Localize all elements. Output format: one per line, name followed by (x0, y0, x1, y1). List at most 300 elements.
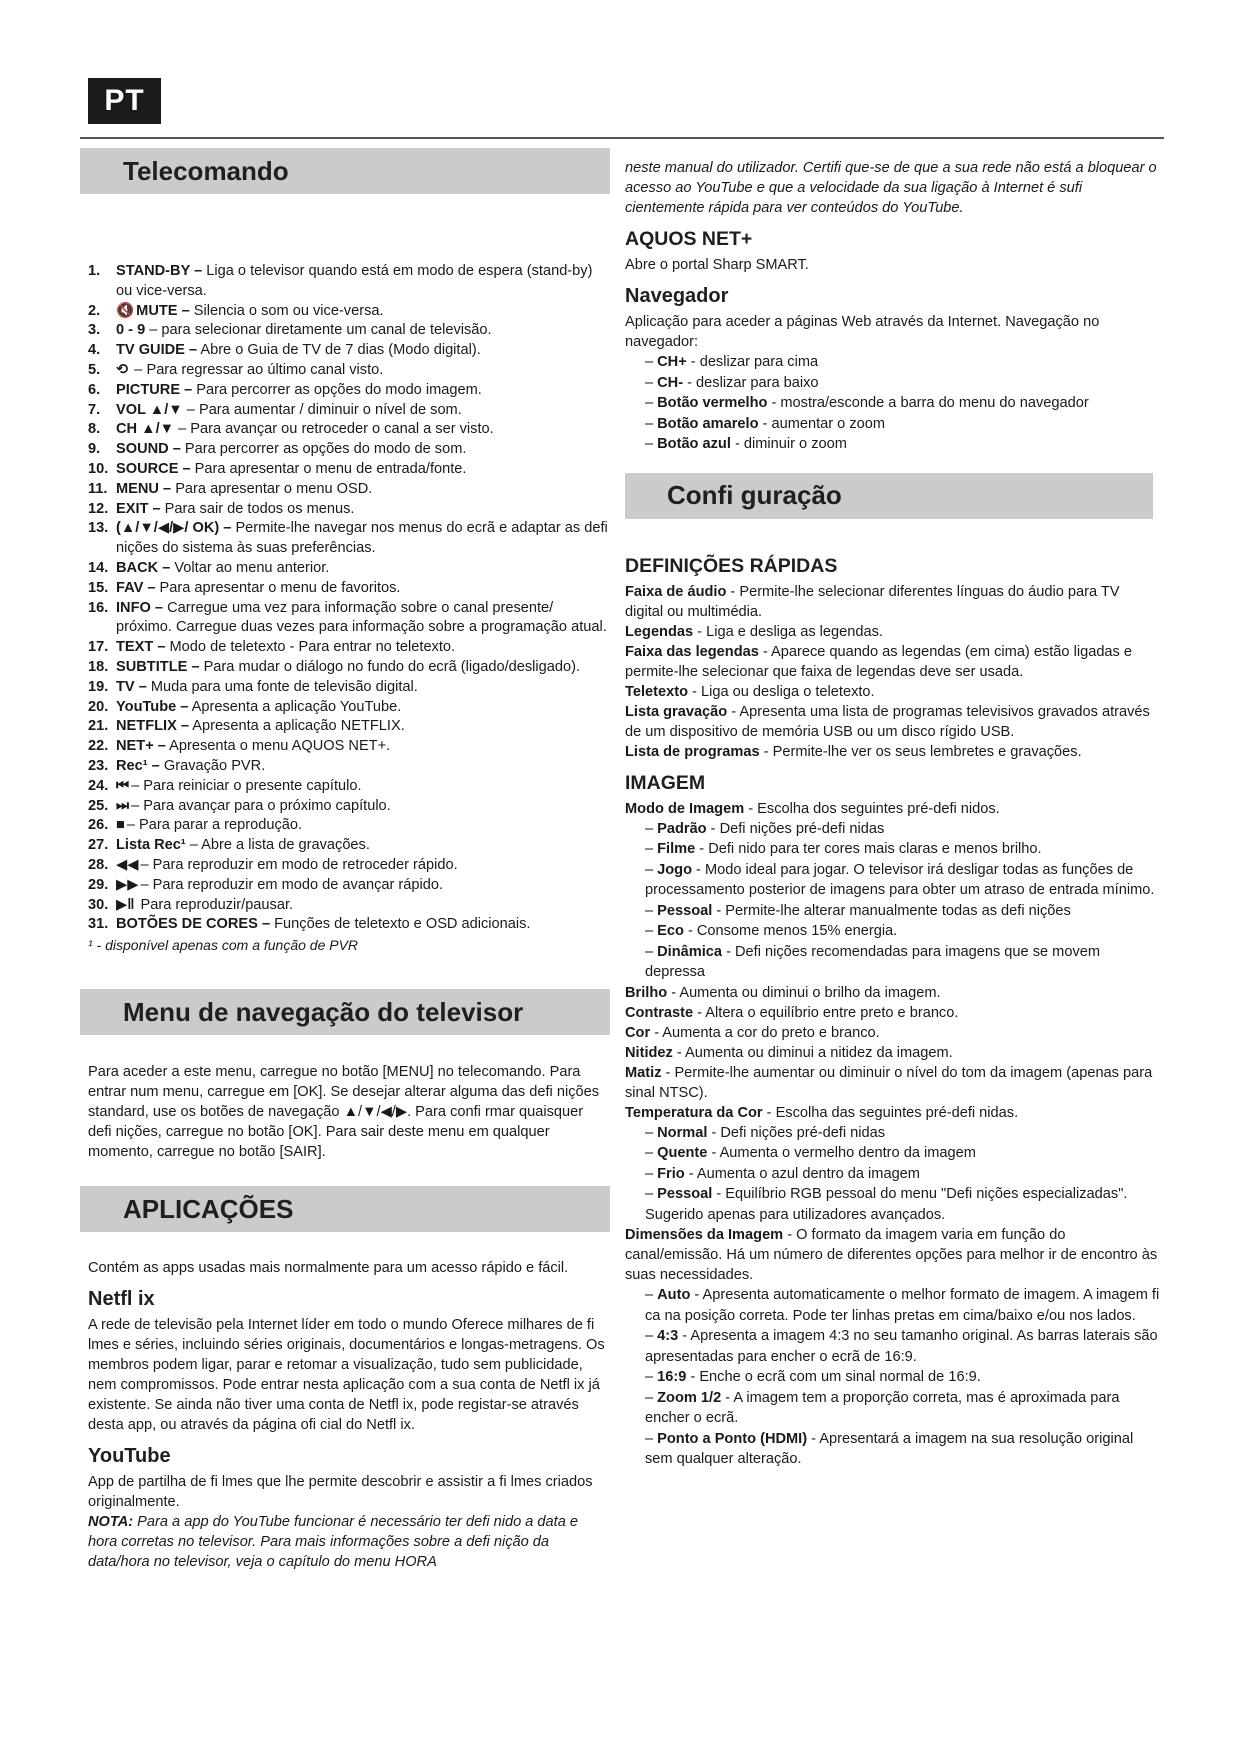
remote-item-number: 18. (88, 658, 109, 675)
remote-item-description: Gravação PVR. (159, 757, 266, 774)
remote-item-text (116, 500, 610, 520)
setting-label: Faixa das legendas (625, 643, 759, 660)
dash-item-label: Botão azul (657, 436, 731, 452)
navegador-list (625, 352, 1160, 455)
remote-item (88, 737, 610, 757)
netflix-title: Netfl ix (88, 1288, 155, 1311)
dash-item (645, 1123, 1160, 1144)
remote-item-description: – Para parar a reprodução. (126, 817, 303, 834)
menu-nav-text: Para aceder a este menu, carregue no botão [MENU] no telecomando. Para entrar num menu, carregue em [OK]. Se desejar alterar alguma das defi nições standard, use os botões de navegação ▲/▼/◀/▶. Para confi rmar quaisquer defi nições, carregue no botão [OK]. Para sair deste menu em qualquer momento, carregue no botão [SAIR]. (88, 1064, 600, 1161)
setting-label: Cor (625, 1024, 651, 1041)
dash-item-label: Filme (657, 841, 696, 857)
telecomando-header: Telecomando (80, 148, 610, 194)
dash-marker: – (645, 861, 654, 878)
dash-item-text: - Apresenta automaticamente o melhor formato de imagem. A imagem fi ca na posição correta. Pode ter linhas pretas em cima/baixo e/ou nos lados. (645, 1287, 1160, 1324)
setting-text: - Altera o equilíbrio entre preto e branco. (693, 1004, 959, 1021)
dash-marker: – (645, 902, 654, 919)
temperatura-label: Temperatura da Cor (625, 1104, 763, 1121)
remote-item-text (116, 797, 610, 817)
remote-item (88, 915, 610, 935)
dash-item (645, 1184, 1160, 1225)
setting-text: - Aumenta ou diminui o brilho da imagem. (667, 984, 941, 1001)
language-badge: PT (88, 78, 161, 124)
remote-item (88, 678, 610, 698)
remote-item-description: Para sair de todos os menus. (160, 500, 355, 517)
configuracao-header: Confi guração (625, 473, 1153, 519)
dash-item-text: - Modo ideal para jogar. O televisor irá desligar todas as funções de processamento posterior de imagens para obter um atraso de entrada mínimo. (645, 861, 1155, 898)
mute-icon: 🔇 (116, 302, 135, 319)
setting-entry (625, 682, 1160, 702)
remote-item-number: 12. (88, 500, 109, 517)
dash-item (645, 1285, 1160, 1326)
remote-item (88, 500, 610, 520)
dash-item (645, 1429, 1160, 1470)
remote-item-number: 23. (88, 757, 109, 774)
setting-text: - Permite-lhe selecionar diferentes línguas do áudio para TV digital ou multimédia. (625, 583, 1120, 620)
remote-item (88, 658, 610, 678)
remote-item-key: Lista Rec¹ (116, 837, 186, 854)
setting-text: - Aumenta a cor do preto e branco. (650, 1024, 880, 1041)
remote-item-number: 26. (88, 817, 109, 834)
remote-item-number: 15. (88, 579, 109, 596)
remote-item-text (116, 777, 610, 797)
remote-item (88, 757, 610, 777)
dash-item-label: Zoom 1/2 (657, 1389, 722, 1406)
remote-item-number: 30. (88, 896, 109, 913)
rewind-icon: ◀◀ (116, 856, 139, 873)
dash-item (645, 414, 1160, 435)
pvr-footnote: ¹ - disponível apenas com a função de PVR (88, 937, 359, 954)
remote-item (88, 321, 610, 341)
remote-item (88, 401, 610, 421)
dash-item-text: - deslizar para baixo (683, 374, 819, 391)
setting-entry (625, 702, 1160, 742)
setting-label: Lista gravação (625, 703, 728, 720)
remote-item-text (116, 559, 610, 579)
remote-item-number: 2. (88, 302, 101, 319)
remote-item-key: SOURCE – (116, 460, 191, 477)
remote-item (88, 777, 610, 797)
dash-marker: – (645, 1145, 654, 1161)
dash-item-label: 4:3 (657, 1328, 679, 1344)
remote-item-number: 7. (88, 401, 101, 418)
modo-imagem-text: - Escolha dos seguintes pré-defi nidos. (744, 800, 1000, 817)
remote-item-key: TV – (116, 678, 147, 695)
left-column (80, 148, 610, 1572)
dash-marker: – (645, 923, 654, 939)
remote-item-text (116, 321, 610, 341)
setting-text: - Liga ou desliga o teletexto. (688, 683, 875, 700)
remote-item-text (116, 638, 610, 658)
dash-item-text: - mostra/esconde a barra do menu do navegador (767, 395, 1089, 411)
dash-item-label: Normal (657, 1124, 708, 1141)
remote-item-text (116, 341, 610, 361)
return-icon: ⟲ (116, 361, 129, 378)
remote-item-number: 17. (88, 639, 109, 656)
next-chapter-icon: ⏭ (116, 797, 130, 814)
remote-item (88, 579, 610, 599)
remote-item-description: Liga o televisor quando está em modo de espera (stand-by) ou vice-versa. (116, 263, 593, 299)
setting-entry (625, 742, 1160, 762)
dash-item (645, 373, 1160, 394)
remote-item-number: 10. (88, 460, 109, 477)
dash-item-text: - Apresentará a imagem na sua resolução original sem qualquer alteração. (645, 1430, 1134, 1467)
remote-item (88, 856, 610, 876)
remote-item-number: 1. (88, 263, 101, 279)
remote-item-description: Para percorrer as opções do modo de som. (180, 441, 467, 458)
setting-label: Nitidez (625, 1044, 673, 1061)
dash-item-text: - A imagem tem a proporção correta, mas é aproximada para encher o ecrã. (645, 1389, 1120, 1426)
dimensoes-text: - O formato da imagem varia em função do canal/emissão. Há um número de diferentes opções para melhor ir de encontro às suas necessidades. (625, 1227, 1158, 1283)
dash-marker: – (645, 415, 654, 432)
remote-item-description: Para reproduzir/pausar. (136, 896, 294, 913)
fast-forward-icon: ▶▶ (116, 876, 139, 893)
dash-marker: – (645, 1186, 654, 1202)
remote-item (88, 717, 610, 737)
setting-label: Brilho (625, 984, 668, 1001)
dash-marker: – (645, 1430, 654, 1447)
remote-item-description: Para apresentar o menu OSD. (171, 480, 373, 497)
dash-item-label: Padrão (657, 820, 707, 837)
remote-item (88, 896, 610, 916)
dash-item (645, 1143, 1160, 1164)
remote-item-description: – Para avançar para o próximo capítulo. (131, 797, 391, 814)
remote-item-description: Para apresentar o menu de favoritos. (155, 579, 401, 596)
remote-item-description: Voltar ao menu anterior. (170, 559, 330, 576)
remote-item-number: 13. (88, 520, 109, 537)
remote-item-description: Para apresentar o menu de entrada/fonte. (190, 460, 467, 477)
remote-item-description: Silencia o som ou vice-versa. (189, 302, 384, 319)
remote-item-text (116, 401, 610, 421)
setting-text: - Aparece quando as legendas (em cima) estão ligadas e permite-lhe selecionar que faixa de legendas deve ser usada. (625, 643, 1133, 680)
dash-item-label: Quente (657, 1145, 708, 1161)
dash-item (645, 942, 1160, 983)
remote-item-description: – Para reiniciar o presente capítulo. (131, 777, 362, 794)
setting-entry (625, 582, 1160, 622)
remote-item (88, 341, 610, 361)
dash-item-label: Eco (657, 923, 684, 939)
dash-item-label: Frio (657, 1165, 685, 1182)
remote-item-number: 24. (88, 777, 109, 794)
remote-item (88, 440, 610, 460)
remote-item-description: Funções de teletexto e OSD adicionais. (270, 916, 531, 933)
remote-item-description: Para mudar o diálogo no fundo do ecrã (ligado/desligado). (199, 658, 581, 675)
remote-item (88, 519, 610, 559)
dash-marker: – (645, 943, 654, 960)
remote-item-description: – Para reproduzir em modo de retroceder rápido. (140, 856, 458, 873)
dash-item (645, 1367, 1160, 1388)
dash-item-text: - Aumenta o vermelho dentro da imagem (707, 1145, 976, 1161)
remote-item-number: 19. (88, 678, 109, 695)
dash-item (645, 434, 1160, 455)
remote-item-number: 21. (88, 718, 109, 735)
remote-item-description: Apresenta o menu AQUOS NET+. (165, 738, 391, 755)
modo-imagem-list (625, 819, 1160, 983)
setting-entry (625, 1063, 1160, 1103)
remote-item-key: NETFLIX – (116, 718, 189, 735)
setting-entry (625, 642, 1160, 682)
setting-text: - Liga e desliga as legendas. (693, 623, 883, 640)
dash-item-label: Botão amarelo (657, 415, 759, 432)
remote-item-description: – Para regressar ao último canal visto. (130, 361, 384, 378)
remote-item-key: SUBTITLE – (116, 658, 200, 675)
note-label: NOTA: (88, 1514, 134, 1531)
remote-item (88, 381, 610, 401)
dash-marker: – (645, 395, 654, 411)
setting-text: - Apresenta uma lista de programas televisivos gravados através de um dispositivo de memória USB ou um disco rígido USB. (625, 703, 1150, 740)
remote-item-text (116, 480, 610, 500)
remote-item-text (116, 302, 610, 322)
dash-item (645, 819, 1160, 840)
remote-item-number: 29. (88, 876, 109, 893)
aplicacoes-header: APLICAÇÕES (80, 1186, 610, 1232)
note-text: Para a app do YouTube funcionar é necessário ter defi nido a data e hora corretas no televisor. Para mais informações sobre a defi nição da data/hora no televisor, veja o capítulo do menu HORA (88, 1514, 579, 1571)
remote-item-text (116, 361, 610, 381)
remote-item-description: – Para reproduzir em modo de avançar rápido. (140, 876, 444, 893)
remote-item-key: CH ▲/▼ (116, 421, 175, 438)
remote-item-description: Permite-lhe navegar nos menus do ecrã e adaptar as defi nições do sistema às suas preferências. (116, 520, 608, 557)
remote-item (88, 480, 610, 500)
remote-item-number: 5. (88, 361, 101, 378)
remote-item-number: 16. (88, 599, 109, 616)
dash-item-text: - deslizar para cima (686, 354, 819, 370)
prev-chapter-icon: ⏮ (116, 777, 130, 794)
remote-item (88, 836, 610, 856)
remote-item (88, 420, 610, 440)
remote-item (88, 797, 610, 817)
youtube-title: YouTube (88, 1445, 171, 1468)
remote-item-number: 31. (88, 916, 109, 933)
dash-marker: – (645, 1165, 654, 1182)
remote-item-key: TEXT – (116, 639, 166, 656)
remote-item-description: – Para avançar ou retroceder o canal a ser visto. (174, 421, 494, 438)
temperatura-cor (625, 1103, 1160, 1123)
setting-text: - Permite-lhe ver os seus lembretes e gravações. (759, 743, 1082, 760)
remote-item-key: 0 - 9 (116, 322, 146, 339)
dash-item-text: - Defi nido para ter cores mais claras e menos brilho. (695, 841, 1042, 857)
dash-marker: – (645, 841, 654, 857)
remote-item-key: BACK – (116, 559, 171, 576)
remote-item-key: MUTE – (136, 302, 190, 319)
dash-marker: – (645, 1124, 654, 1141)
remote-item-key: EXIT – (116, 500, 161, 517)
dash-item-text: - Apresenta a imagem 4:3 no seu tamanho original. As barras laterais são apresentadas para encher o ecrã de 16:9. (645, 1328, 1158, 1365)
remote-item-number: 4. (88, 342, 101, 359)
setting-text: - Permite-lhe aumentar ou diminuir o nível do tom da imagem (apenas para sinal NTSC). (625, 1064, 1153, 1101)
dimensoes-imagem (625, 1225, 1160, 1285)
dash-item (645, 1388, 1160, 1429)
imagem-params-list (625, 983, 1160, 1103)
remote-item-text (116, 757, 610, 777)
remote-item (88, 262, 610, 302)
youtube-text: App de partilha de fi lmes que lhe permite descobrir e assistir a fi lmes criados originalmente. (88, 1474, 593, 1511)
dash-item-text: - Consome menos 15% energia. (683, 923, 898, 939)
imagem-title: IMAGEM (625, 771, 706, 794)
dash-item-label: CH+ (657, 354, 687, 370)
remote-item (88, 559, 610, 579)
setting-label: Lista de programas (625, 743, 760, 760)
dash-marker: – (645, 1389, 654, 1406)
remote-item-text (116, 381, 610, 401)
remote-item-key: BOTÕES DE CORES – (116, 916, 271, 933)
remote-item-text (116, 717, 610, 737)
remote-item-description: – Abre a lista de gravações. (185, 837, 370, 854)
modo-imagem-label: Modo de Imagem (625, 800, 745, 817)
setting-label: Teletexto (625, 683, 688, 700)
remote-item-text (116, 519, 610, 559)
dash-item-text: - Defi nições recomendadas para imagens que se movem depressa (645, 943, 1101, 980)
remote-item-text (116, 896, 610, 916)
setting-label: Faixa de áudio (625, 583, 727, 600)
temperatura-list (625, 1123, 1160, 1226)
remote-item-number: 9. (88, 441, 101, 458)
remote-item-text (116, 816, 610, 836)
dash-item-text: - Permite-lhe alterar manualmente todas as defi nições (712, 902, 1071, 919)
remote-item-text (116, 836, 610, 856)
dash-item (645, 839, 1160, 860)
remote-item-text (116, 737, 610, 757)
dash-marker: – (645, 436, 654, 452)
dash-marker: – (645, 1328, 654, 1344)
remote-item-text (116, 856, 610, 876)
remote-item-text (116, 460, 610, 480)
remote-item (88, 302, 610, 322)
remote-item-number: 28. (88, 856, 109, 873)
remote-item-description: – para selecionar diretamente um canal de televisão. (145, 322, 492, 339)
remote-item-text (116, 440, 610, 460)
remote-item-text (116, 599, 610, 639)
remote-item-text (116, 658, 610, 678)
dash-item-label: Ponto a Ponto (HDMI) (657, 1430, 808, 1447)
remote-item-number: 22. (88, 738, 109, 755)
remote-item-key: SOUND – (116, 441, 181, 458)
definicoes-rapidas-list (625, 582, 1160, 762)
dash-item-text: - Equilíbrio RGB pessoal do menu "Defi nições especializadas". Sugerido apenas para utilizadores avançados. (645, 1186, 1128, 1223)
definicoes-rapidas-title: DEFINIÇÕES RÁPIDAS (625, 554, 838, 577)
dash-item-text: - Enche o ecrã com um sinal normal de 16:9. (686, 1369, 981, 1385)
remote-item-key: INFO – (116, 599, 164, 616)
dash-item-label: CH- (657, 374, 684, 391)
remote-item-key: VOL ▲/▼ (116, 401, 183, 418)
remote-item-number: 11. (88, 480, 108, 497)
remote-item-description: – Para aumentar / diminuir o nível de som. (182, 401, 462, 418)
dash-item-text: - Defi nições pré-defi nidas (707, 1124, 886, 1141)
dash-item (645, 901, 1160, 922)
dash-item (645, 352, 1160, 373)
remote-item-number: 3. (88, 322, 101, 339)
dash-marker: – (645, 820, 654, 837)
dash-item-label: Pessoal (657, 902, 713, 919)
remote-item-key: STAND-BY – (116, 263, 203, 279)
remote-item-key: FAV – (116, 579, 156, 596)
remote-item-text (116, 579, 610, 599)
remote-item-text (116, 420, 610, 440)
setting-entry (625, 1043, 1160, 1063)
remote-item-text (116, 262, 610, 302)
remote-item-key: Rec¹ – (116, 757, 160, 774)
dash-item (645, 393, 1160, 414)
temperatura-text: - Escolha das seguintes pré-defi nidas. (762, 1104, 1019, 1121)
remote-item (88, 638, 610, 658)
setting-entry (625, 1023, 1160, 1043)
aquos-title: AQUOS NET+ (625, 228, 753, 250)
modo-imagem (625, 799, 1160, 819)
setting-entry (625, 983, 1160, 1003)
setting-entry (625, 622, 1160, 642)
dash-marker: – (645, 1369, 654, 1385)
dash-item-label: 16:9 (657, 1369, 687, 1385)
remote-item-text (116, 915, 610, 935)
remote-item-description: Para percorrer as opções do modo imagem. (192, 381, 482, 398)
dash-marker: – (645, 1287, 654, 1303)
dash-item-text: - aumentar o zoom (758, 415, 886, 432)
setting-text: - Aumenta ou diminui a nitidez da imagem. (672, 1044, 953, 1061)
play-pause-icon: ▶‖ (116, 896, 135, 913)
remote-item (88, 816, 610, 836)
navegador-text: Aplicação para aceder a páginas Web através da Internet. Navegação no navegador: (625, 314, 1100, 350)
netflix-text: A rede de televisão pela Internet líder em todo o mundo Oferece milhares de fi lmes e séries, incluindo séries originais, documentários e longas-metragens. Os membros podem ligar, parar e retomar a visualização, tudo sem publicidade, nem compromissos. Pode entrar nesta aplicação com a sua conta de Netfl ix já existente. Se ainda não tiver uma conta de Netfl ix, pode registar-se através desta app, ou através da página ofi cial do Netfl ix. (88, 1317, 605, 1434)
remote-item-text (116, 678, 610, 698)
remote-item-text (116, 876, 610, 896)
remote-control-list (80, 262, 610, 935)
aquos-text: Abre o portal Sharp SMART. (625, 257, 809, 273)
setting-entry (625, 1003, 1160, 1023)
remote-item-key: PICTURE – (116, 381, 193, 398)
remote-item (88, 876, 610, 896)
remote-item-number: 8. (88, 421, 101, 438)
remote-item-description: Abre o Guia de TV de 7 dias (Modo digital). (197, 342, 481, 359)
dash-item-text: - Defi nições pré-defi nidas (706, 820, 885, 837)
setting-label: Matiz (625, 1064, 662, 1081)
remote-item-description: Muda para uma fonte de televisão digital. (146, 678, 418, 695)
dash-item (645, 921, 1160, 942)
setting-label: Contraste (625, 1004, 694, 1021)
remote-item-key: MENU – (116, 480, 172, 497)
remote-item (88, 599, 610, 639)
remote-item-key: NET+ – (116, 738, 166, 755)
remote-item-text (116, 698, 610, 718)
dimensoes-label: Dimensões da Imagem (625, 1227, 784, 1243)
remote-item-number: 20. (88, 698, 109, 715)
dash-item-label: Botão vermelho (657, 395, 768, 411)
dash-item-text: - diminuir o zoom (730, 436, 847, 452)
menu-nav-header: Menu de navegação do televisor (80, 989, 610, 1035)
remote-item (88, 698, 610, 718)
remote-item-description: Modo de teletexto - Para entrar no teletexto. (165, 639, 456, 656)
youtube-note (80, 1512, 610, 1572)
dash-item-label: Pessoal (657, 1186, 713, 1202)
remote-item-number: 27. (88, 837, 109, 854)
dash-item-label: Dinâmica (657, 943, 723, 960)
aplicacoes-intro: Contém as apps usadas mais normalmente para um acesso rápido e fácil. (88, 1260, 569, 1277)
setting-label: Legendas (625, 623, 694, 640)
remote-item (88, 460, 610, 480)
remote-item-description: Carregue uma vez para informação sobre o canal presente/ próximo. Carregue duas vezes para informação sobre a programação atual. (116, 599, 607, 636)
dash-marker: – (645, 354, 654, 370)
remote-item-description: Apresenta a aplicação NETFLIX. (188, 718, 405, 735)
youtube-note-continued: neste manual do utilizador. Certifi que-se de que a sua rede não está a bloquear o acesso ao YouTube e que a velocidade da sua ligação à Internet é sufi cientemente rápida para ver conteúdos do YouTube. (625, 160, 1157, 216)
dimensoes-list (625, 1285, 1160, 1470)
remote-item-key: (▲/▼/◀/▶/ OK) – (116, 520, 232, 537)
dash-item (645, 1164, 1160, 1185)
remote-item-description: Apresenta a aplicação YouTube. (188, 698, 402, 715)
dash-item-text: - Aumenta o azul dentro da imagem (684, 1165, 920, 1182)
navegador-title: Navegador (625, 285, 729, 307)
dash-item-label: Jogo (657, 861, 692, 878)
dash-item-label: Auto (657, 1287, 691, 1303)
remote-item-number: 14. (88, 559, 109, 576)
dash-item (645, 860, 1160, 901)
